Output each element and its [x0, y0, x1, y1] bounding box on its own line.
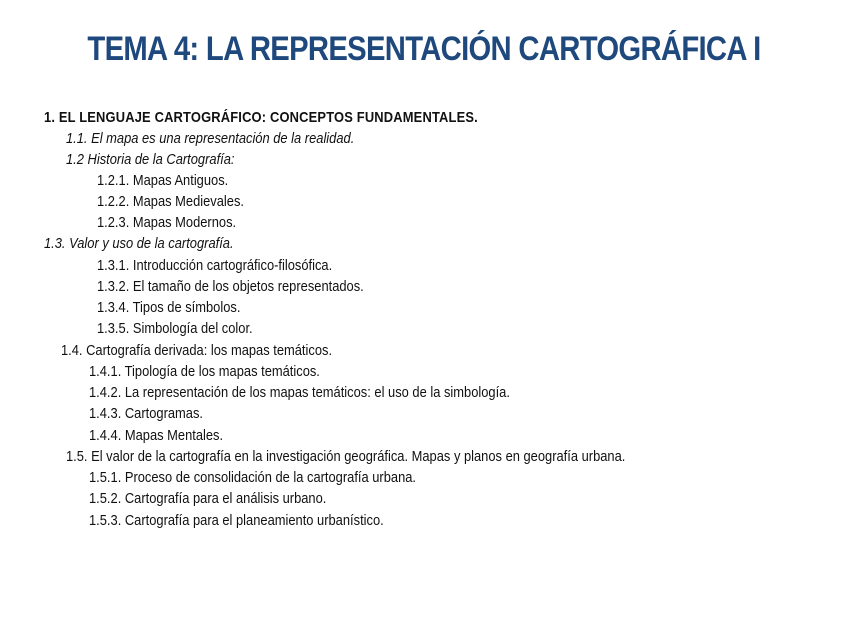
outline-item: 1.5.2. Cartografía para el análisis urbano.: [89, 490, 327, 507]
outline-item: 1.3. Valor y uso de la cartografía.: [44, 235, 234, 252]
slide-title: TEMA 4: LA REPRESENTACIÓN CARTOGRÁFICA I: [87, 30, 761, 68]
outline-item: 1.4.2. La representación de los mapas temáticos: el uso de la simbología.: [89, 384, 510, 401]
outline-item: 1.4. Cartografía derivada: los mapas temáticos.: [61, 342, 333, 359]
outline-item: 1.2 Historia de la Cartografía:: [66, 151, 235, 168]
outline-item: 1.5.1. Proceso de consolidación de la cartografía urbana.: [89, 469, 417, 486]
outline-item: 1.5.3. Cartografía para el planeamiento urbanístico.: [89, 512, 384, 529]
outline-item: 1.1. El mapa es una representación de la realidad.: [66, 130, 355, 147]
outline-item: 1.4.3. Cartogramas.: [89, 405, 204, 422]
outline-item: 1.2.3. Mapas Modernos.: [97, 214, 237, 231]
outline-item: 1.3.1. Introducción cartográfico-filosófica.: [97, 257, 333, 274]
outline-item: 1.2.2. Mapas Medievales.: [97, 193, 245, 210]
outline-item: 1.3.2. El tamaño de los objetos representados.: [97, 278, 364, 295]
outline-item: 1.4.4. Mapas Mentales.: [89, 427, 224, 444]
outline-item: 1.3.4. Tipos de símbolos.: [97, 299, 241, 316]
outline-item: 1.2.1. Mapas Antiguos.: [97, 172, 229, 189]
outline-item: 1.4.1. Tipología de los mapas temáticos.: [89, 363, 320, 380]
outline-item: 1.3.5. Simbología del color.: [97, 320, 253, 337]
outline-item: 1. EL LENGUAJE CARTOGRÁFICO: CONCEPTOS FUNDAMENTALES.: [44, 109, 478, 126]
outline-item: 1.5. El valor de la cartografía en la investigación geográfica. Mapas y planos en geografía urbana.: [66, 448, 626, 465]
